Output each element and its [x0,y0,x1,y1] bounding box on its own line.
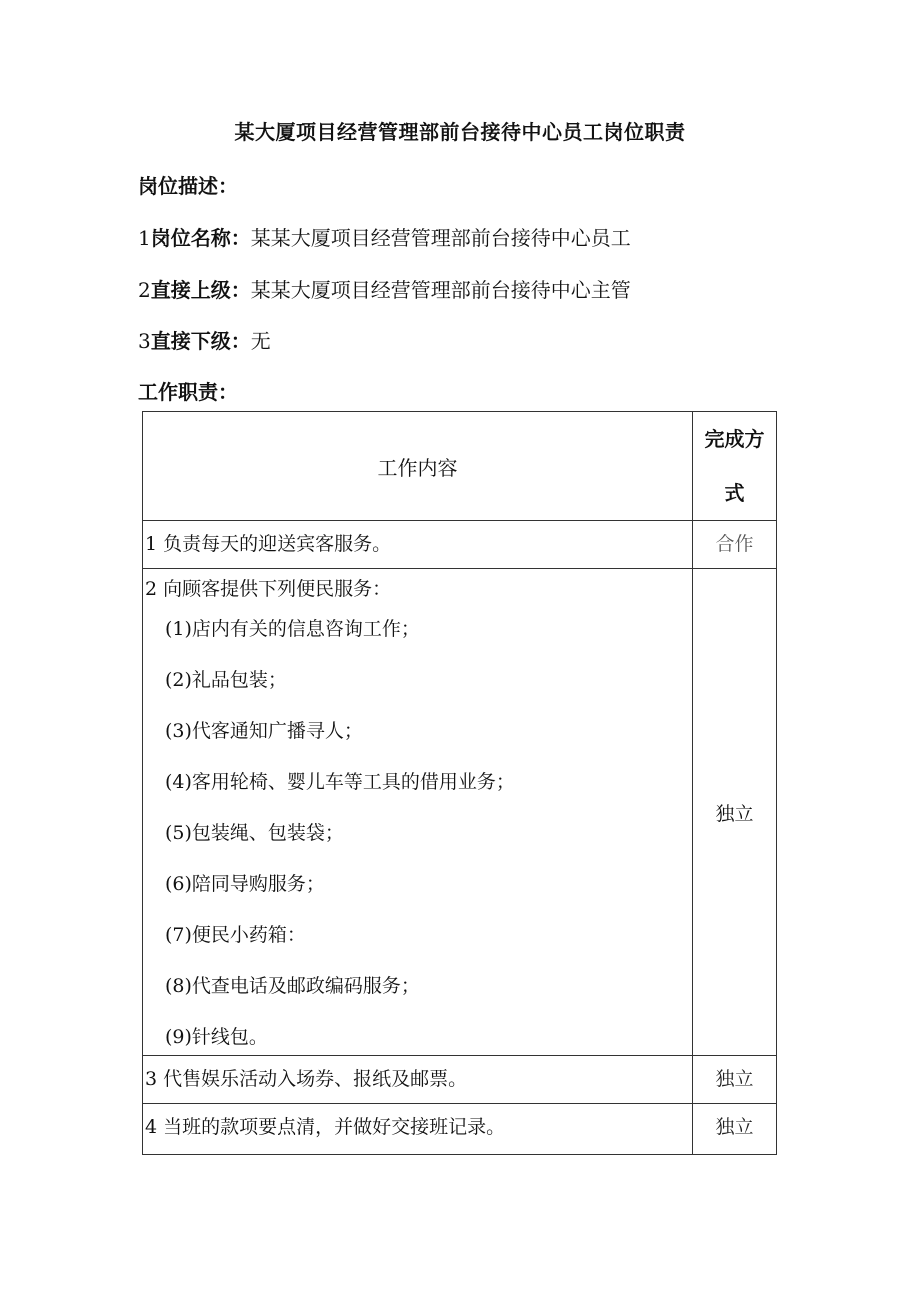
table-row [143,1056,777,1104]
duties-table [142,411,777,1155]
sub-item: (8)代查电话及邮政编码服务； [165,975,420,997]
item-number: 2 [138,278,151,302]
item-number: 1 [138,226,151,250]
table-row [143,521,777,569]
item-label: 岗位名称： [150,226,251,250]
page-title: 某大厦项目经营管理部前台接待中心员工岗位职责 [234,120,686,144]
sub-item: (2)礼品包装； [165,669,287,691]
sub-item: (6)陪同导购服务； [165,873,325,895]
sub-item: (1)店内有关的信息咨询工作； [165,618,420,640]
sub-item: (9)针线包。 [165,1026,268,1048]
item-label: 直接上级： [150,278,251,302]
row-content: 3 代售娱乐活动入场券、报纸及邮票。 [143,1056,693,1104]
sub-item: (3)代客通知广播寻人； [165,720,363,742]
row-content [143,569,693,1056]
section-description-heading: 岗位描述： [138,174,238,198]
row-mode: 独立 [693,1056,777,1104]
table-row [143,569,777,1056]
row-content-main: 2 向顾客提供下列便民服务： [145,578,392,600]
item-direct-superior [138,274,631,303]
row-content: 4 当班的款项要点清，并做好交接班记录。 [143,1104,693,1155]
header-mode-cell [693,412,777,521]
section-duties-heading: 工作职责： [138,380,238,404]
item-direct-subordinate [138,325,271,354]
item-value: 某某大厦项目经营管理部前台接待中心主管 [250,278,631,302]
sub-item: (7)便民小药箱： [165,924,306,946]
item-label: 直接下级： [150,329,251,353]
item-number: 3 [138,329,151,353]
item-position-name [138,222,631,251]
item-value: 某某大厦项目经营管理部前台接待中心员工 [250,226,631,250]
table-header-row [143,412,777,521]
table-row [143,1104,777,1155]
sub-item: (5)包装绳、包装袋； [165,822,344,844]
row-mode: 独立 [693,569,777,1056]
row-mode: 合作 [693,521,777,569]
header-mode-line1: 完成方 [704,427,765,451]
header-content-cell: 工作内容 [143,412,693,521]
item-value: 无 [250,329,271,353]
sub-item: (4)客用轮椅、婴儿车等工具的借用业务； [165,771,515,793]
row-mode: 独立 [693,1104,777,1155]
header-mode-line2: 式 [724,481,745,505]
row-content: 1 负责每天的迎送宾客服务。 [143,521,693,569]
